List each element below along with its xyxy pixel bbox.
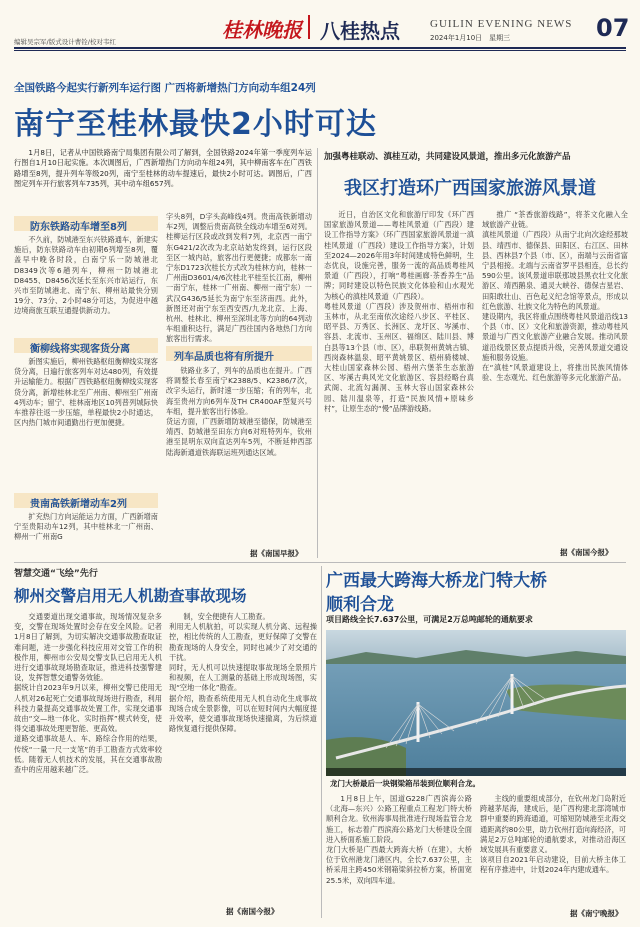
bridge-title-line2: 顺利合龙 xyxy=(326,595,394,615)
bridge-photo xyxy=(326,630,626,776)
bridge-subtitle: 项目路线全长7.637公里，可满足2万总吨邮轮的通航要求 xyxy=(326,615,533,624)
ai-credit: 据《南国今报》 xyxy=(226,907,279,916)
issue-date: 2024年1月10日 星期三 xyxy=(430,34,511,42)
top-rule xyxy=(14,47,626,49)
lead-title: 南宁至桂林最快2小时可达 xyxy=(14,107,377,142)
section-head-fangdong: 防东铁路动车增至8列 xyxy=(30,222,127,233)
section-head-quality: 列车品质也将有所提升 xyxy=(174,352,274,363)
bridge-col1: 1月8日上午，国道G228广西滨海公路（北海—东兴）公路工程重点工程龙门特大桥顺利合龙。钦州海事局批准进行现场监管合龙施工，标志着广西滨海公路龙门大桥建设全面进入桥面系施工阶段。 龙门大桥是广西最大跨海大桥（在建），大桥位于钦州港龙门港区内，全长7.637公里，主桥采用主跨450米钢箱梁斜拉桥方案，桥面宽25.5米，双向四车道。 xyxy=(326,794,472,885)
section-body-quality: 铁路业多了，列车的品质也在提升。广西将调整长春至南宁K2388/5、K2386/7次，改字头运行，新时速一步压缩；有的列车，北海至贵州方向6列车及TH CR400AF型复兴号车组，提升旅客出行体验。 货运方面，广西新增防城港至德保，防城港至靖西、防城港至田东方向6对班特列车，钦州港至昆明东双向直达列车5列，不断延伸西部陆海新通道铁海联运班列通达区域。 xyxy=(166,366,312,457)
rt-col1: 近日，自治区文化和旅游厅印发《环广西国家旅游风景道——粤桂风景道（广西段）建设工作指导方案》（环广西国家旅游风景道一滇桂风景道（广西段）建设工作指导方案》，计划至2024—2026年用3年时间建成特色鲜明，生态优良，设施完善，服务一流的高品质粤桂风景道（广西段），打响“粤桂画廊·茶香养生”品牌；同时建设以特色民族文化体验和山水观光为核心的滇桂风景道（广西段）。 粤桂风景道（广西段）涉及贺州市、梧州市和玉林市，从北至南依次途经八步区、平桂区、昭平县、万秀区、长洲区、龙圩区、岑溪市、容县、北流市、玉州区、福绵区、陆川县、博白县等13个县（市、区），串联贺州黄姚古镇、西岗森林温泉、昭平黄姚景区、梧州骑楼城、大桂山国家森林公园、梧州六堡茶生态旅游区、岑溪古典风光文化旅游区、容县经略台真武阁、北流勾漏洞、玉林大容山国家森林公园、陆川温泉等，打造“民族风情+原味乡村”，让原生态的“慢”品牌游线路。 xyxy=(324,210,474,413)
logo-divider xyxy=(308,15,310,39)
ai-col2: 制，安全便捷有人工勘查。 利用无人机航拍，可以实现人机分离、远程操控，相比传统的人工勘查，更好保障了交警在勘查现场的人身安全，同时也减少了对交通的干扰。 同时，无人机可以快速提取事故现场全景照片和视频，在人工测量的基础上形成现场图，实现“空地一体化”勘查。 据介绍，勘查系统使用无人机自动化生成事故现场合成全景影像，可以在短时间内大幅度提升效率，使交通事故现场快速撤离，为后续道路恢复通行提供保障。 xyxy=(169,612,317,734)
section-title: 八桂热点 xyxy=(320,19,400,43)
ai-kicker: 智慧交通“飞绘”先行 xyxy=(14,569,98,579)
section-head-hengliu: 衡柳线将实现客货分离 xyxy=(30,344,130,355)
bridge-col2: 主线的重要组成部分，在钦州龙门岛附近跨越茅尾海，建成后，是广西构建北部湾城市群中重要的跨海通道，可缩短防城港至北海交通距离约80公里，助力钦州打造向海经济，可满足2万总吨邮轮的通航要求，对推动沿海区域发展具有重要意义。 该项目自2021年启动建设，目前大桥主体工程有序推进中，计划2024年内建成通车。 xyxy=(480,794,626,875)
bridge-photo-caption: 龙门大桥最后一块钢梁箱吊装到位顺利合龙。 xyxy=(330,779,480,788)
page-number: 07 xyxy=(596,14,630,42)
lead-col2-text: 字头8列，D字头高峰线4列。贵南高铁新增动车2列，调整后贵南高铁全线动车增至6对列。桂柳运行区段或改到发料7列，北京西一南宁东G421/2次改为北京站始发终到，运行区段至区一城内站，旅客出行更便捷；成都东一南宁东D1723次桂长方式改为桂林方向，桂林一广州南D3601/4/6次桂北平桂至长江南，柳州一南宁东，桂林一广州南、柳州一南宁东）一武汉G436/5延长为南宁东至济南西。此外，新图还对南宁东至西安西/九龙北京、上海、杭州、桂林北、柳州至深圳北等方向的64列动车组重积达行，满足广西往国内各地热门方向旅客出行需求。 xyxy=(166,212,312,344)
english-name: GUILIN EVENING NEWS xyxy=(430,18,573,30)
bridge-credit: 据《南宁晚报》 xyxy=(570,909,623,918)
column-divider xyxy=(321,566,322,918)
newspaper-logo: 桂林晚报 xyxy=(222,18,302,42)
section-body-hengliu: 新图实施后，柳州铁路枢纽衡柳线实现客货分离，日遍行旅客列车对达480列，有效提升运输能力。根据广西铁路枢纽衡柳线实现客货分离，新增桂林北至广州南、柳州至广州南4列动车；留宁、桂林南地区10列普列城际快车推荐往返一步压缩，单程最快2小时通达，区内热门城市间通勤出行更加便捷。 xyxy=(14,357,158,428)
top-rule-thin xyxy=(14,50,626,51)
section-head-guinan: 贵南高铁新增动车2列 xyxy=(30,499,127,510)
column-divider xyxy=(317,148,318,558)
editor-credits: 编辑吴宗军/版式设计曹铨/校对韦红 xyxy=(14,38,116,46)
rt-col2: 推广 “茶香旅游线路”，将茶文化融入全域旅游产业链。 滇桂风景道（广西段）从南宁北向次途经那坡县、靖西市、德保县、田阳区、右江区、田林县、西林县7个县（市、区），南端与云南省富宁县相接。北端与云南省罗平县相连，总长约590公里。该风景道串联那坡县黑衣壮文化旅游区、靖西鹅泉、通灵大峡谷、德保吉星岩、田阳敢壮山、百色起义纪念馆等景点，形成以红色旅游、壮族文化为特色的风景道。 建设期内，我区将重点围绕粤桂风景道沿线13个县（市、区）文化和旅游资源，推动粤桂风景道与广西文化旅游产业融合发展。推动风景道沿线景区景点提质升级，完善风景道交通设施和服务设施。 在“滇桂”风景道建设上，将推出民族风情体验、生态观光、红色旅游等多元化旅游产品。 xyxy=(482,210,628,383)
lead-credit: 据《南国早报》 xyxy=(250,549,303,558)
lead-intro: 1月8日，记者从中国铁路南宁局集团有限公司了解到，全国铁路2024年第一季度列车运行图自1月10日起实施。本次调图后，广西新增热门方向动车组24列，其中柳南客车在广西铁路增至8列，提升列车等级20列，南宁至桂林的动车提速后，最快2小时可达。调图后，广西图定列车开行旅客列车735列，其中动车组657列。 xyxy=(14,148,312,188)
rt-subtitle: 加强粤桂联动、滇桂互动，共同建设风景道，推出多元化旅游产品 xyxy=(324,152,571,162)
row-divider xyxy=(14,562,626,563)
lead-subtitle: 全国铁路今起实行新列车运行图 广西将新增热门方向动车组24列 xyxy=(14,82,316,94)
section-body-fangdong: 不久前，防城港至东兴铁路通车，新建实施后，防东铁路动车由初期6列增至8列，覆盖早中晚各时段，白南宁乐一防城港北D8349次等6趟列车，柳州一防城港北D8455、D8456次延长至东兴市站运行，东兴市至防城港北、南宁东、柳州站最快分别19分、73分、2小时48分可达，为促进中越边境商旅互联互通提供新动力。 xyxy=(14,235,158,316)
ai-col1: 交通要道出现交通事故，现场情况复杂多变，交警在现场处置时会存在安全风险。记者1月8日了解到，为切实解决交通事故勘查取证难问题，进一步强化科技应用对交管工作的积极作用，柳州市公安局交警支队已启用无人机进行交通事故现场勘查取证，推进科技强警建设，发挥智慧交通警务效能。 据统计自2023年9月以来，柳州交警已使用无人机对26起死亡交通事故现场进行勘查，利用科技力量提高交通事故处置工作，实现交通事故由“交—地一体化、实时指挥”模式转变，使得交通事故处理更智能、更高效。 道路交通事故是人、车、路综合作用的结果，传统“一量一尺一支笔”的手工勘查方式效率较低。随着无人机技术的发展，其在交通事故勘查中的应用越来越广泛。 xyxy=(14,612,162,775)
rt-credit: 据《南国今报》 xyxy=(560,548,613,557)
bridge-title-line1: 广西最大跨海大桥龙门特大桥 xyxy=(326,571,547,591)
section-body-guinan: 扩充热门方向运能运力方面，广西新增南宁至贵阳动车12列，其中桂林北一广州南、柳州一广州南G xyxy=(14,512,158,542)
rt-title: 我区打造环广西国家旅游风景道 xyxy=(344,178,596,199)
ai-title: 柳州交警启用无人机勘查事故现场 xyxy=(14,587,247,605)
